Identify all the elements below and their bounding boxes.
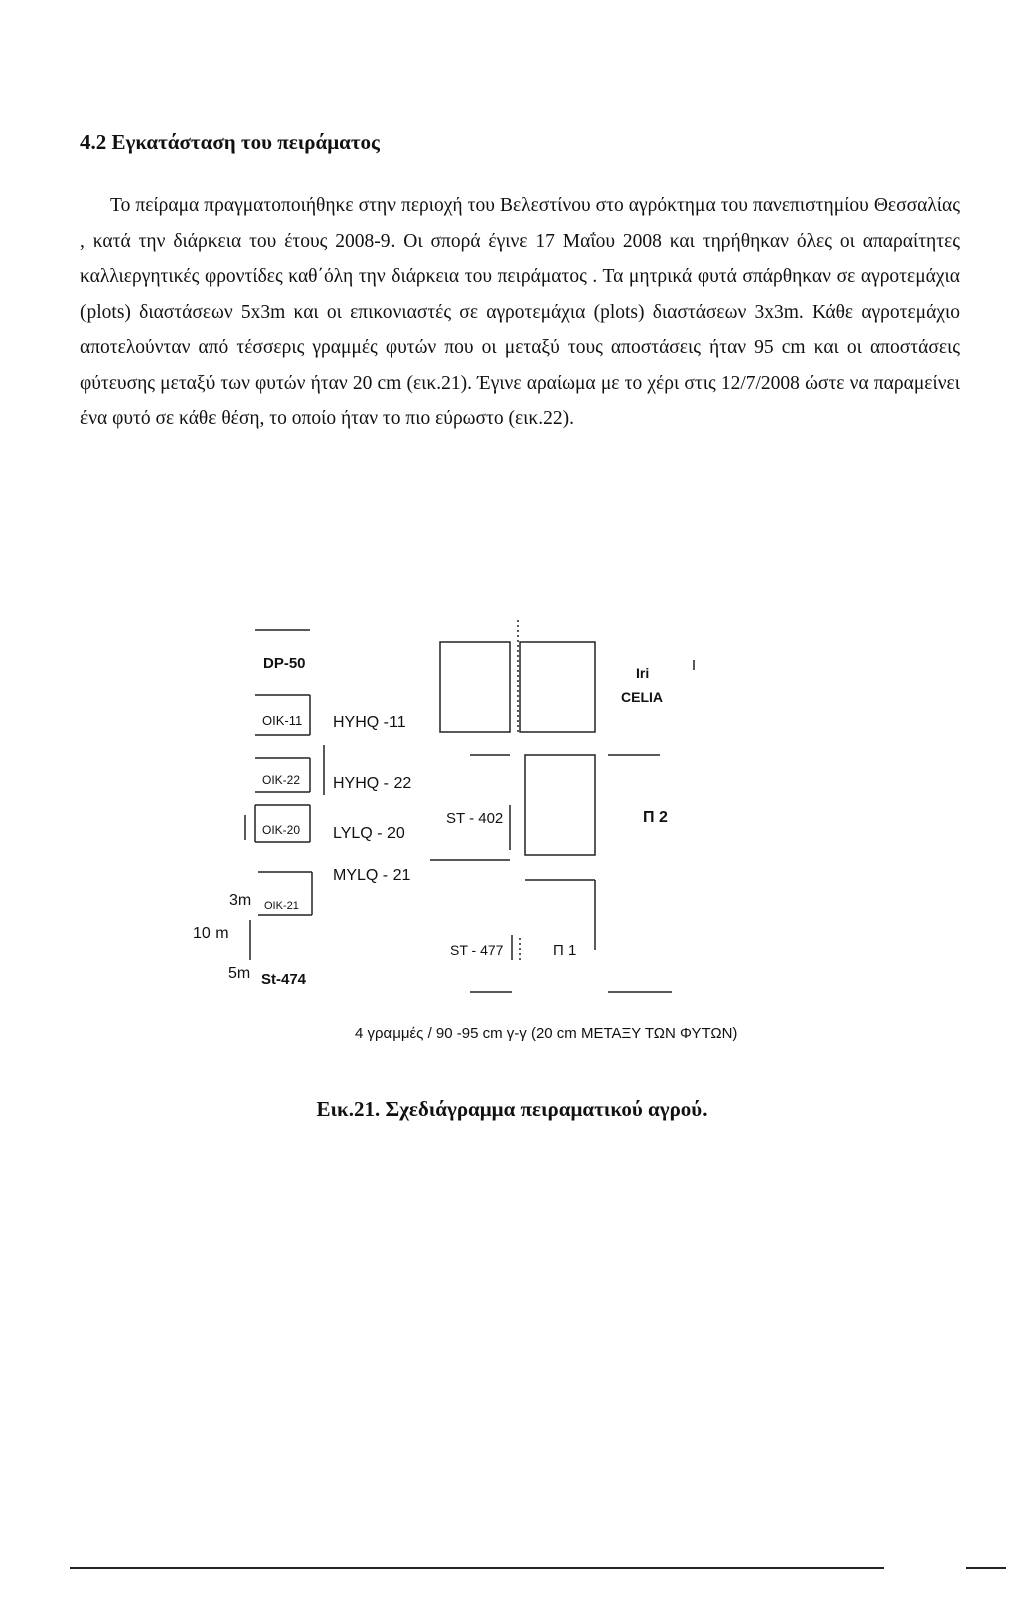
figure-caption: Εικ.21. Σχεδιάγραμμα πειραματικού αγρού. bbox=[316, 1097, 708, 1121]
label-3m: 3m bbox=[229, 892, 252, 909]
label-hyhq11: HYHQ -11 bbox=[333, 714, 406, 731]
field-plan-diagram bbox=[0, 620, 1024, 1050]
label-p1: П 1 bbox=[553, 942, 577, 959]
plot-box bbox=[520, 642, 595, 732]
label-oik20: OIK-20 bbox=[262, 823, 301, 837]
label-celia: CELIA bbox=[621, 689, 663, 705]
label-celia-top: Iri bbox=[636, 665, 650, 681]
paragraph-text: Το πείραμα πραγματοποιήθηκε στην περιοχή του Βελεστίνου στο αγρόκτημα του πανεπιστημίου Θεσσαλίας , κατά την διάρκεια του έτους 2008-9. Οι σπορά έγινε 17 Μαΐου 2008 και τηρήθηκαν όλες οι απαραίτητες καλλιεργητικές φροντίδες καθ΄όλη την διάρκεια του πειράματος . Τα μητρικά φυτά σπάρθηκαν σε αγροτεμάχια (plots) διαστάσεων 5x3m και οι επικονιαστές σε αγροτεμάχια (plots) διαστάσεων 3x3m. Κάθε αγροτεμάχιο αποτελούνταν από τέσσερις γραμμές φυτών που οι μεταξύ τους αποστάσεις ήταν 95 cm και οι αποστάσεις φύτευσης μεταξύ των φυτών ήταν 20 cm (εικ.21). Έγινε αραίωμα με το χέρι στις 12/7/2008 ώστε να παραμείνει ένα φυτό σε κάθε θέση, το οποίο ήταν το πιο εύρωστο (εικ.22). bbox=[80, 195, 960, 429]
footer-rule bbox=[70, 1567, 884, 1569]
label-dp50: DP-50 bbox=[263, 655, 306, 672]
label-5m: 5m bbox=[228, 965, 251, 982]
label-10m: 10 m bbox=[193, 925, 229, 942]
label-mylq21: MYLQ - 21 bbox=[333, 867, 411, 884]
plot-box bbox=[440, 642, 510, 732]
plot-lines bbox=[245, 620, 694, 992]
label-oik21: OIK-21 bbox=[264, 900, 299, 912]
section-heading: 4.2 Εγκατάσταση του πειράματος bbox=[80, 130, 380, 154]
label-oik22: OIK-22 bbox=[262, 773, 301, 787]
label-p2: П 2 bbox=[643, 809, 668, 826]
label-st474: St-474 bbox=[261, 971, 307, 988]
footer-rule-right bbox=[966, 1567, 1006, 1569]
label-lylq20: LYLQ - 20 bbox=[333, 825, 405, 842]
label-oik11: OIK-11 bbox=[262, 713, 303, 728]
body-paragraph bbox=[80, 188, 960, 437]
label-st402: ST - 402 bbox=[446, 810, 504, 827]
figure-note: 4 γραμμές / 90 -95 cm γ-γ (20 cm ΜΕΤΑΞΥ ΤΩΝ ΦΥΤΩΝ) bbox=[355, 1025, 738, 1042]
plot-box bbox=[525, 755, 595, 855]
field-plan-figure bbox=[0, 620, 1024, 1050]
label-hyhq22: HYHQ - 22 bbox=[333, 775, 412, 792]
label-st477: ST - 477 bbox=[450, 942, 504, 958]
